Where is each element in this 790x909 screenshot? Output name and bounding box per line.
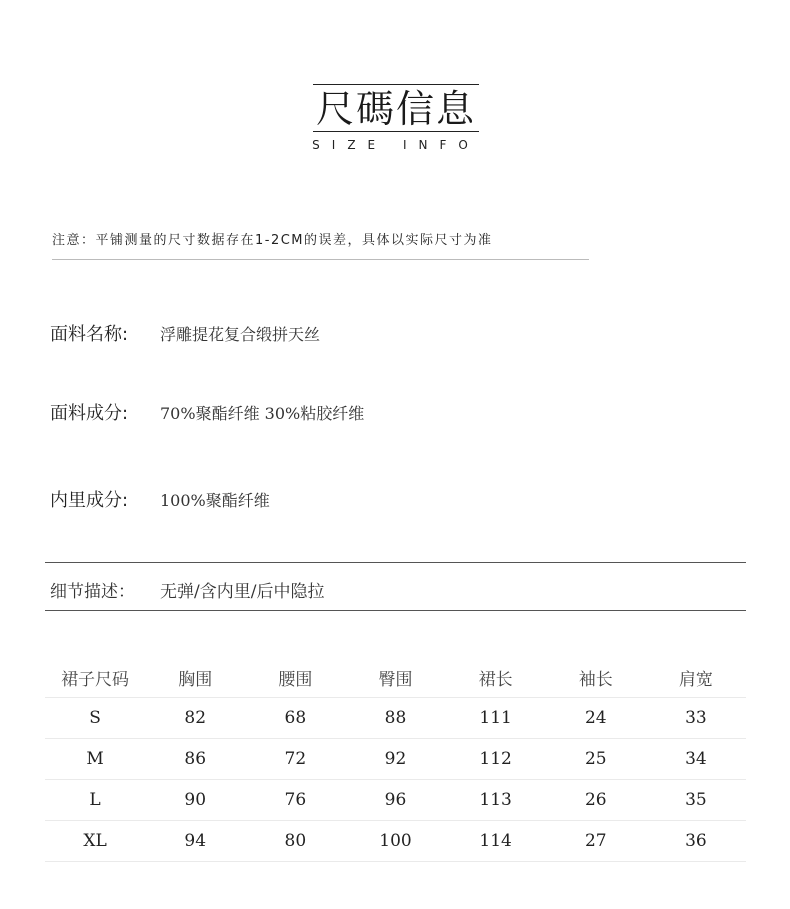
- table-cell: S: [45, 698, 145, 739]
- page-title: 尺碼信息: [315, 87, 476, 131]
- table-cell: 111: [446, 698, 546, 739]
- table-cell: 92: [345, 739, 445, 780]
- title-top-rule: [313, 84, 479, 85]
- table-header-cell: 肩宽: [646, 658, 746, 698]
- fabric-name-label: 面料名称:: [50, 324, 129, 345]
- table-cell: L: [45, 780, 145, 821]
- table-header-cell: 裙子尺码: [45, 658, 145, 698]
- table-header-cell: 裙长: [446, 658, 546, 698]
- page-title-block: [313, 84, 479, 132]
- table-header-cell: 胸围: [145, 658, 245, 698]
- lining-composition-label: 内里成分:: [50, 490, 129, 511]
- table-cell: 24: [546, 698, 646, 739]
- table-cell: 113: [446, 780, 546, 821]
- fabric-name-row: [50, 320, 321, 346]
- table-cell: 33: [646, 698, 746, 739]
- fabric-composition-label: 面料成分:: [50, 403, 129, 424]
- table-cell: 100: [345, 821, 445, 862]
- detail-value: 无弹/含内里/后中隐拉: [160, 582, 325, 602]
- table-cell: 36: [646, 821, 746, 862]
- table-cell: 86: [145, 739, 245, 780]
- table-cell: 68: [245, 698, 345, 739]
- size-table: [45, 658, 746, 862]
- detail-label: 细节描述：: [50, 582, 135, 602]
- lining-composition-row: [50, 486, 270, 512]
- fabric-composition-row: [50, 399, 365, 425]
- table-row: [45, 739, 746, 780]
- page-subtitle: SIZE INFO: [312, 138, 480, 152]
- table-row: [45, 821, 746, 862]
- detail-bottom-divider: [45, 610, 746, 611]
- table-cell: 112: [446, 739, 546, 780]
- table-cell: 96: [345, 780, 445, 821]
- table-cell: 80: [245, 821, 345, 862]
- lining-composition-value: 100%聚酯纤维: [160, 491, 270, 510]
- table-cell: 88: [345, 698, 445, 739]
- table-cell: 76: [245, 780, 345, 821]
- table-header-cell: 腰围: [245, 658, 345, 698]
- table-row: [45, 780, 746, 821]
- table-cell: M: [45, 739, 145, 780]
- table-cell: 25: [546, 739, 646, 780]
- table-cell: 34: [646, 739, 746, 780]
- title-bottom-rule: [313, 131, 479, 132]
- table-header-cell: 臀围: [345, 658, 445, 698]
- table-cell: 94: [145, 821, 245, 862]
- measurement-note: 注意：平铺测量的尺寸数据存在1-2CM的误差，具体以实际尺寸为准: [52, 233, 493, 248]
- fabric-composition-value: 70%聚酯纤维 30%粘胶纤维: [160, 404, 365, 423]
- table-cell: 90: [145, 780, 245, 821]
- table-cell: 72: [245, 739, 345, 780]
- table-header-row: [45, 658, 746, 698]
- fabric-name-value: 浮雕提花复合缎拼天丝: [160, 325, 321, 344]
- table-cell: 82: [145, 698, 245, 739]
- table-cell: 114: [446, 821, 546, 862]
- table-cell: 35: [646, 780, 746, 821]
- detail-top-divider: [45, 562, 746, 563]
- detail-row: [50, 577, 325, 602]
- table-header-cell: 袖长: [546, 658, 646, 698]
- note-divider: [52, 259, 589, 260]
- table-cell: 27: [546, 821, 646, 862]
- table-cell: XL: [45, 821, 145, 862]
- table-cell: 26: [546, 780, 646, 821]
- table-row: [45, 698, 746, 739]
